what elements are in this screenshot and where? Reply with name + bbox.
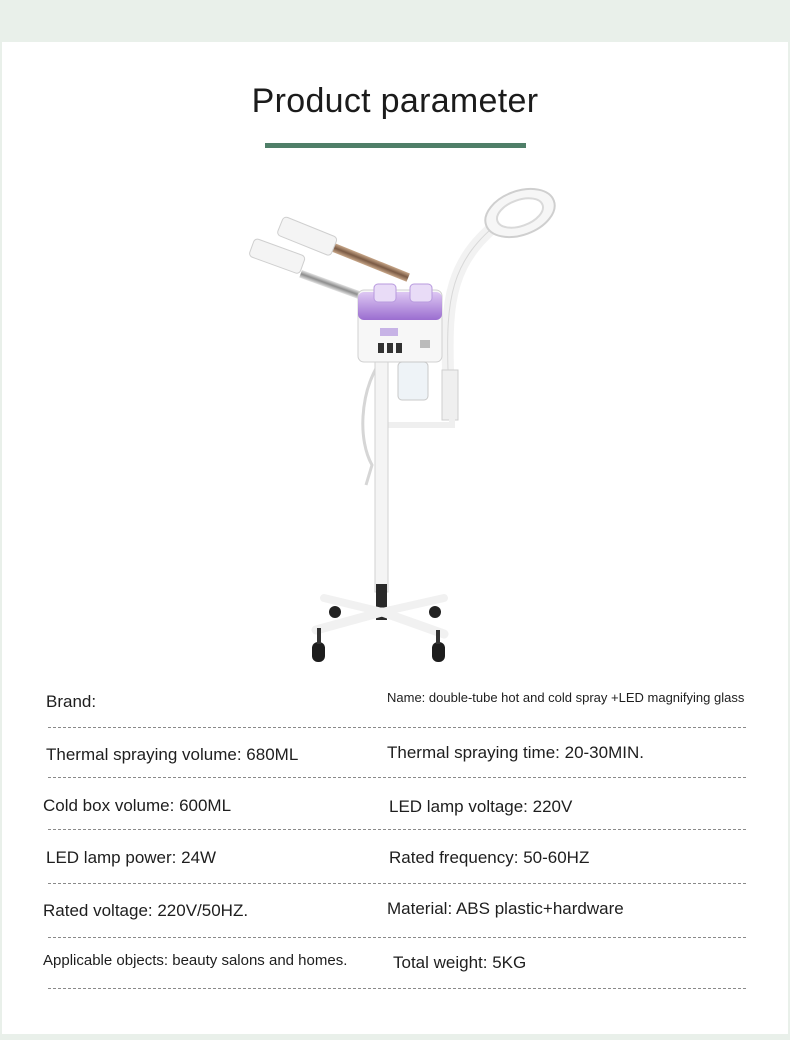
title-underline (265, 143, 526, 148)
param-led-power: LED lamp power: 24W (46, 848, 217, 867)
param-frequency: Rated frequency: 50-60HZ (389, 848, 590, 867)
support-bracket (380, 415, 452, 425)
lamp-mount (442, 370, 458, 420)
wheeled-base (312, 598, 445, 662)
row-divider (48, 727, 746, 728)
param-material: Material: ABS plastic+hardware (387, 899, 624, 918)
param-thermal-volume: Thermal spraying volume: 680ML (46, 745, 299, 764)
param-total-weight: Total weight: 5KG (393, 953, 527, 972)
param-name: Name: double-tube hot and cold spray +LED magnifying glass (387, 690, 745, 705)
row-divider (48, 988, 746, 989)
row-divider (48, 883, 746, 884)
page-title: Product parameter (251, 82, 539, 120)
param-thermal-time: Thermal spraying time: 20-30MIN. (387, 743, 644, 762)
magnifying-lamp (448, 180, 562, 370)
row-divider (48, 829, 746, 830)
param-brand: Brand: (46, 692, 97, 711)
facial-steamer-image (240, 180, 570, 670)
row-divider (48, 937, 746, 938)
param-led-voltage: LED lamp voltage: 220V (389, 797, 573, 816)
stand-pole (375, 362, 388, 620)
param-cold-volume: Cold box volume: 600ML (43, 796, 232, 815)
param-applicable-objects: Applicable objects: beauty salons and homes. (43, 952, 348, 969)
row-divider (48, 777, 746, 778)
param-rated-voltage: Rated voltage: 220V/50HZ. (43, 901, 249, 920)
